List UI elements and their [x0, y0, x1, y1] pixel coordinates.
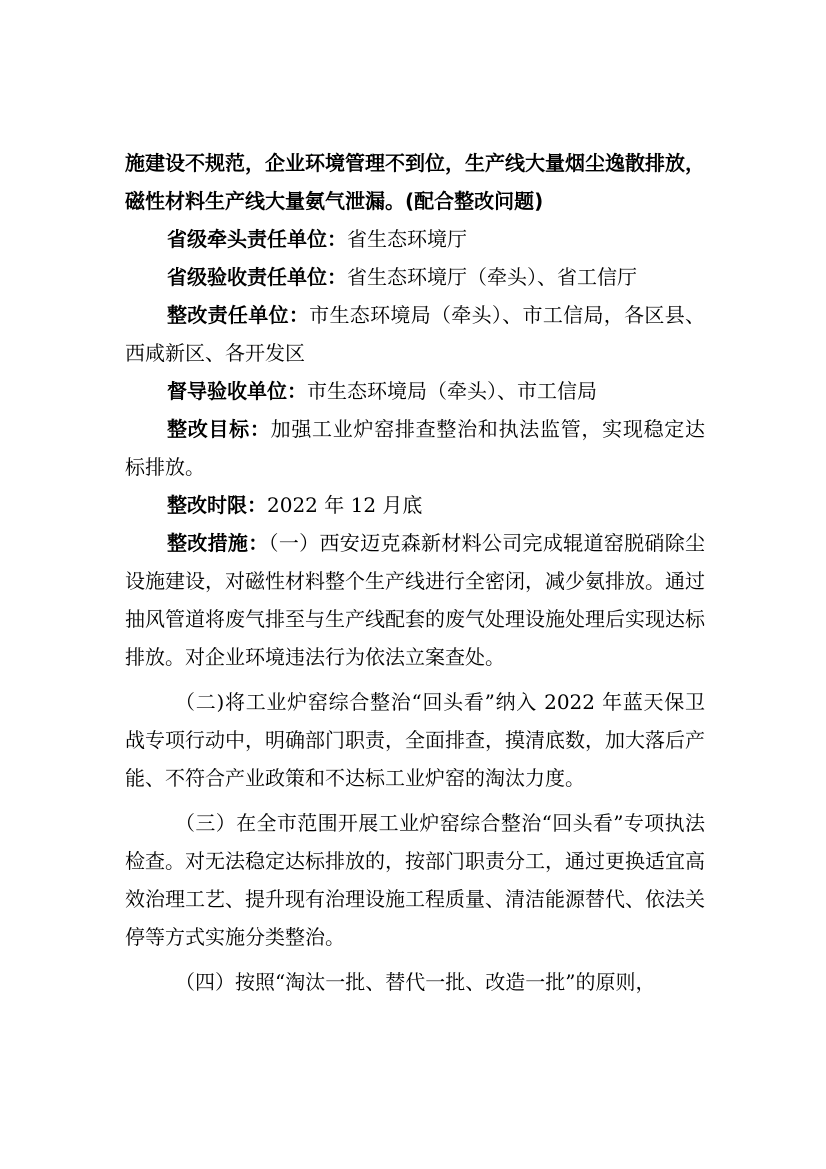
paragraph-supervision-unit [125, 372, 705, 410]
field-value: 市生态环境局（牵头）、市工信局，各区县、西咸新区、各开发区 [125, 303, 706, 365]
field-label: 省级验收责任单位： [167, 265, 347, 289]
paragraph-rectification-deadline [125, 486, 705, 524]
field-value: 省生态环境厅 [347, 227, 467, 251]
paragraph-rectification-measures [125, 524, 705, 676]
paragraph-text: （四）按照“淘汰一批、替代一批、改造一批”的原则， [175, 970, 656, 994]
field-label: 整改目标： [167, 417, 271, 441]
paragraph-text: （三）在全市范围开展工业炉窑综合整治“回头看”专项执法检查。对无法稳定达标排放的，按部门职责分工，通过更换适宜高效治理工艺、提升现有治理设施工程质量、清洁能源替代、依法关停等方式实施分类整治。 [125, 811, 705, 949]
paragraph-text: 施建设不规范，企业环境管理不到位，生产线大量烟尘逸散排放，磁性材料生产线大量氨气泄漏。(配合整改问题) [125, 151, 705, 213]
paragraph-text: （二)将工业炉窑综合整治“回头看”纳入 2022 年蓝天保卫战专项行动中，明确部门职责，全面排查，摸清底数，加大落后产能、不符合产业政策和不达标工业炉窑的淘汰力度。 [125, 690, 705, 790]
field-label: 省级牵头责任单位： [167, 227, 347, 251]
paragraph-rectification-unit [125, 296, 705, 372]
field-value: 2022 年 12 月底 [267, 493, 423, 517]
paragraph-measure-2 [125, 683, 705, 797]
field-label: 督导验收单位： [167, 379, 307, 403]
field-label: 整改时限： [167, 493, 267, 517]
field-value: （一）西安迈克森新材料公司完成辊道窑脱硝除尘设施建设，对磁性材料整个生产线进行全密闭，减少氨排放。通过抽风管道将废气排至与生产线配套的废气处理设施处理后实现达标排放。对企业环境违法行为依法立案查处。 [125, 531, 706, 669]
field-label: 整改责任单位： [167, 303, 310, 327]
field-label: 整改措施： [167, 531, 269, 555]
paragraph-measure-3 [125, 804, 705, 956]
paragraph-provincial-acceptance-unit [125, 258, 705, 296]
field-value: 加强工业炉窑排查整治和执法监管，实现稳定达标排放。 [125, 417, 706, 479]
field-value: 省生态环境厅（牵头）、省工信厅 [347, 265, 637, 289]
field-value: 市生态环境局（牵头）、市工信局 [307, 379, 597, 403]
paragraph-rectification-goal [125, 410, 705, 486]
paragraph-measure-4 [125, 963, 705, 1001]
paragraph-problem-continuation [125, 144, 705, 220]
paragraph-provincial-lead-unit [125, 220, 705, 258]
document-body [125, 144, 705, 1001]
